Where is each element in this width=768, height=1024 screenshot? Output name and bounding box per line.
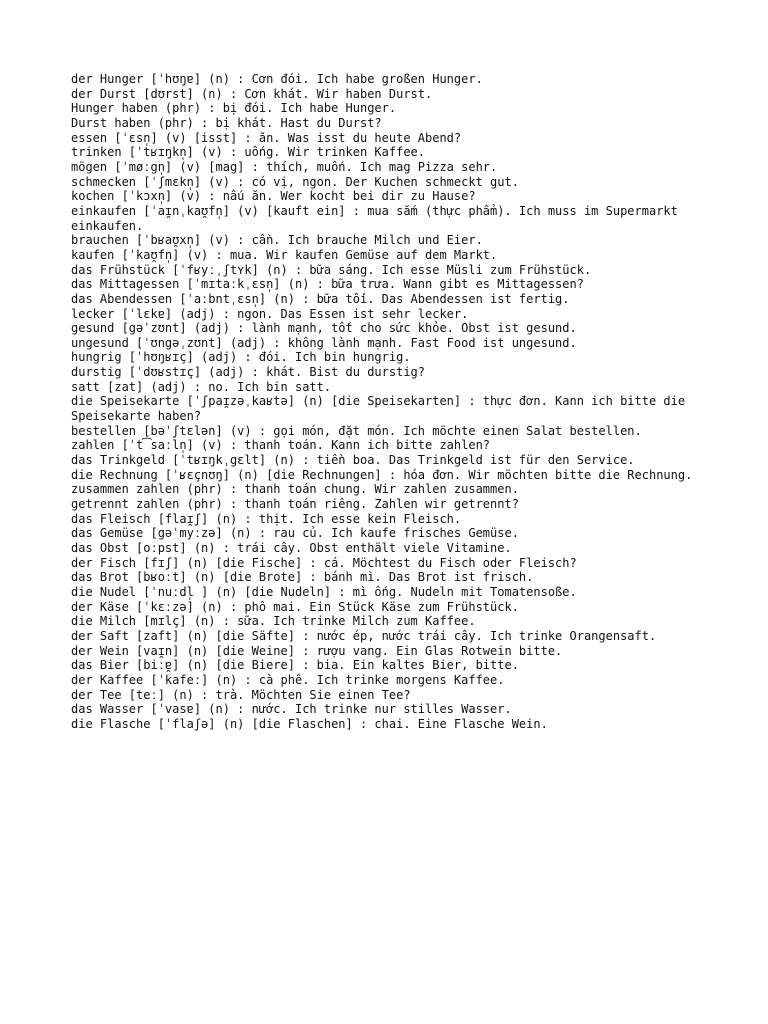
vocab-entry: hungrig [ˈhʊŋʁɪç] (adj) : đói. Ich bin hungrig. bbox=[71, 350, 411, 365]
vocab-entry: das Bier [biːɐ̯] (n) [die Biere] : bia. Ein kaltes Bier, bitte. bbox=[71, 658, 519, 673]
vocab-entry: der Hunger [ˈhʊŋɐ] (n) : Cơn đói. Ich habe großen Hunger. bbox=[71, 72, 483, 86]
vocab-entry: lecker [ˈlɛkɐ] (adj) : ngon. Das Essen ist sehr lecker. bbox=[71, 306, 469, 321]
vocab-entry: die Rechnung [ˈʁɛçnʊŋ] (n) [die Rechnungen] : hóa đơn. Wir möchten bitte die Rechnung. bbox=[71, 467, 693, 482]
vocab-entry: Durst haben (phr) : bị khát. Hast du Durst? bbox=[71, 115, 382, 130]
vocab-entry: das Abendessen [ˈaːbntˌɛsn̩] (n) : bữa tối. Das Abendessen ist fertig. bbox=[71, 291, 570, 306]
vocab-entry: der Kaffee [ˈkafeː] (n) : cà phê. Ich trinke morgens Kaffee. bbox=[71, 672, 505, 687]
vocab-entry: das Fleisch [flaɪ̯ʃ] (n) : thịt. Ich esse kein Fleisch. bbox=[71, 511, 462, 526]
vocab-entry: kochen [ˈkɔxn̩] (v) : nấu ăn. Wer kocht bei dir zu Hause? bbox=[71, 189, 476, 204]
vocab-entry: trinken [ˈtʁɪŋkn̩] (v) : uống. Wir trinken Kaffee. bbox=[71, 145, 426, 160]
vocab-entry: Hunger haben (phr) : bị đói. Ich habe Hunger. bbox=[71, 101, 397, 116]
vocab-entry: satt [zat] (adj) : no. Ich bin satt. bbox=[71, 379, 332, 394]
vocab-entry: das Frühstück [ˈfʁyːˌʃtʏk] (n) : bữa sáng. Ich esse Müsli zum Frühstück. bbox=[71, 262, 592, 277]
vocab-entry: das Gemüse [gəˈmyːzə] (n) : rau củ. Ich kaufe frisches Gemüse. bbox=[71, 526, 519, 541]
vocab-entry: bestellen [bəˈʃtɛlən] (v) : gọi món, đặt món. Ich möchte einen Salat bestellen. bbox=[71, 423, 642, 438]
vocab-entry: das Mittagessen [ˈmɪtaːkˌɛsn̩] (n) : bữa trưa. Wann gibt es Mittagessen? bbox=[71, 277, 584, 292]
vocab-entry: zahlen [ˈt͡saːln̩] (v) : thanh toán. Kann ich bitte zahlen? bbox=[71, 438, 491, 453]
vocab-entry: zusammen zahlen (phr) : thanh toán chung. Wir zahlen zusammen. bbox=[71, 482, 519, 497]
vocab-entry: das Wasser [ˈvasɐ] (n) : nước. Ich trinke nur stilles Wasser. bbox=[71, 702, 512, 717]
vocab-entry: einkaufen [ˈaɪ̯nˌkaʊ̯fn̩] (v) [kauft ein] : mua sắm (thực phẩm). Ich muss im Supermarkt einkaufen. bbox=[71, 203, 686, 233]
vocab-entry: durstig [ˈdʊʁstɪç] (adj) : khát. Bist du durstig? bbox=[71, 365, 426, 380]
vocab-entry: die Speisekarte [ˈʃpaɪ̯zəˌkaʁtə] (n) [die Speisekarten] : thực đơn. Kann ich bitte die Speisekarte haben? bbox=[71, 394, 693, 424]
vocab-entry: der Käse [ˈkɛːzə] (n) : phô mai. Ein Stück Käse zum Frühstück. bbox=[71, 599, 519, 614]
vocab-entry: der Saft [zaft] (n) [die Säfte] : nước ép, nước trái cây. Ich trinke Orangensaft. bbox=[71, 628, 657, 643]
vocab-entry: der Durst [dʊrst] (n) : Cơn khát. Wir haben Durst. bbox=[71, 86, 433, 101]
vocab-entry: kaufen [ˈkaʊ̯fn̩] (v) : mua. Wir kaufen Gemüse auf dem Markt. bbox=[71, 247, 498, 262]
vocab-entry: die Nudel [ˈnuːdl̩ ] (n) [die Nudeln] : mì ống. Nudeln mit Tomatensoße. bbox=[71, 584, 577, 599]
vocab-entry: der Wein [vaɪ̯n] (n) [die Weine] : rượu vang. Ein Glas Rotwein bitte. bbox=[71, 643, 563, 658]
vocab-entry: brauchen [ˈbʁaʊ̯xn̩] (v) : cần. Ich brauche Milch und Eier. bbox=[71, 233, 483, 248]
vocab-entry: gesund [gəˈzʊnt] (adj) : lành mạnh, tốt cho sức khỏe. Obst ist gesund. bbox=[71, 321, 577, 336]
vocab-entry: das Brot [bʁoːt] (n) [die Brote] : bánh mì. Das Brot ist frisch. bbox=[71, 570, 534, 585]
vocab-entry: getrennt zahlen (phr) : thanh toán riêng. Zahlen wir getrennt? bbox=[71, 497, 519, 512]
vocab-entry: essen [ˈɛsn̩] (v) [isst] : ăn. Was isst du heute Abend? bbox=[71, 130, 462, 145]
vocab-entry: das Trinkgeld [ˈtʁɪŋkˌgɛlt] (n) : tiền boa. Das Trinkgeld ist für den Service. bbox=[71, 453, 635, 468]
vocab-entry: der Fisch [fɪʃ] (n) [die Fische] : cá. Möchtest du Fisch oder Fleisch? bbox=[71, 555, 577, 570]
vocab-entry: der Tee [teː] (n) : trà. Möchten Sie einen Tee? bbox=[71, 687, 411, 702]
vocab-entry: die Flasche [ˈflaʃə] (n) [die Flaschen] : chai. Eine Flasche Wein. bbox=[71, 716, 548, 731]
vocab-entry: schmecken [ˈʃmɛkn̩] (v) : có vị, ngon. Der Kuchen schmeckt gut. bbox=[71, 174, 519, 189]
vocabulary-document bbox=[71, 72, 721, 732]
vocab-entry: ungesund [ˈʊngəˌzʊnt] (adj) : không lành mạnh. Fast Food ist ungesund. bbox=[71, 335, 577, 350]
vocab-entry: das Obst [oːpst] (n) : trái cây. Obst enthält viele Vitamine. bbox=[71, 541, 512, 555]
vocab-entry: mögen [ˈmøːgn̩] (v) [mag] : thích, muốn. Ich mag Pizza sehr. bbox=[71, 159, 498, 174]
vocab-entry: die Milch [mɪlç] (n) : sữa. Ich trinke Milch zum Kaffee. bbox=[71, 614, 476, 629]
